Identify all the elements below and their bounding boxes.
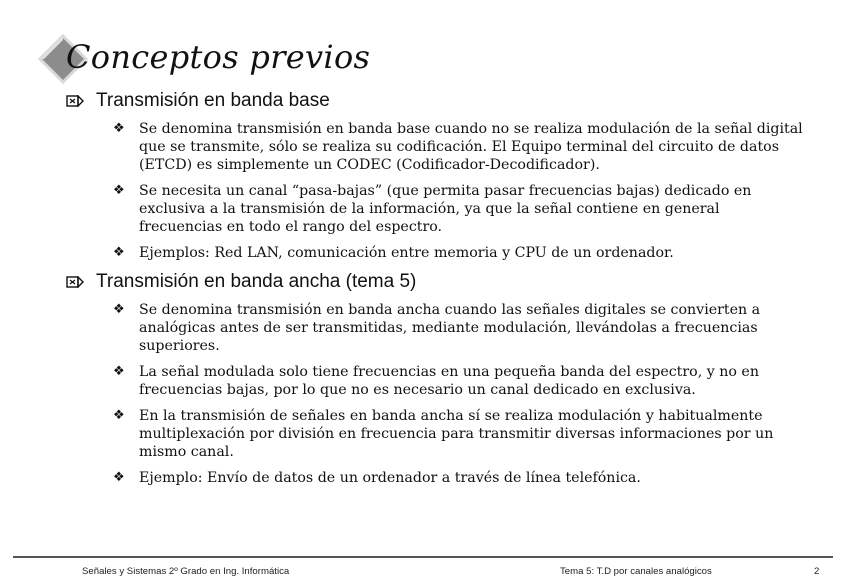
list-item — [113, 120, 813, 174]
section-banda-base — [66, 90, 330, 112]
list-item — [113, 469, 813, 487]
slide-title: Conceptos previos — [66, 38, 371, 76]
bullet-text: Se denomina transmisión en banda base cuando no se realiza modulación de la señal digital que se transmite, sólo se realiza su codificación. El Equipo terminal del circuito de datos (ETCD) es simplemente un CODEC (Codificador-Decodificador). — [139, 121, 803, 173]
list-item — [113, 244, 813, 262]
list-item — [113, 363, 813, 399]
bullet-text: En la transmisión de señales en banda ancha sí se realiza modulación y habitualmente multiplexación por división en frecuencia para transmitir diversas informaciones por un mismo canal. — [139, 408, 774, 460]
footer-course: Señales y Sistemas 2º Grado en Ing. Informática — [82, 566, 290, 577]
diamond-bullet-icon: ❖ — [113, 470, 125, 485]
diamond-bullet-icon: ❖ — [113, 408, 125, 423]
bullet-text: Ejemplos: Red LAN, comunicación entre memoria y CPU de un ordenador. — [139, 245, 674, 261]
diamond-bullet-icon: ❖ — [113, 364, 125, 379]
bullet-text: Ejemplo: Envío de datos de un ordenador a través de línea telefónica. — [139, 470, 641, 486]
page-number: 2 — [814, 566, 820, 577]
list-item — [113, 407, 813, 461]
bullet-text: Se denomina transmisión en banda ancha cuando las señales digitales se convierten a analógicas antes de ser transmitidas, mediante modulación, llevándolas a frecuencias superiores. — [139, 302, 761, 354]
list-item — [113, 182, 813, 236]
diamond-bullet-icon: ❖ — [113, 245, 125, 260]
list-item — [113, 301, 813, 355]
bullet-text: La señal modulada solo tiene frecuencias en una pequeña banda del espectro, y no en frecuencias bajas, por lo que no es necesario un canal dedicado en exclusiva. — [139, 364, 759, 398]
diamond-bullet-icon: ❖ — [113, 121, 125, 136]
section-banda-ancha — [66, 271, 416, 293]
diamond-bullet-icon: ❖ — [113, 183, 125, 198]
section-heading: Transmisión en banda ancha (tema 5) — [96, 271, 417, 292]
footer-topic: Tema 5: T.D por canales analógicos — [560, 566, 712, 577]
section-heading: Transmisión en banda base — [96, 90, 330, 111]
bullet-text: Se necesita un canal “pasa-bajas” (que permita pasar frecuencias bajas) dedicado en exclusiva a la transmisión de la información, ya que la señal contiene en general frecuencias en todo el rango del espectro. — [139, 183, 752, 235]
arrow-bullet-icon — [66, 95, 84, 107]
footer-divider — [13, 556, 833, 558]
arrow-bullet-icon — [66, 276, 84, 288]
diamond-bullet-icon: ❖ — [113, 302, 125, 317]
